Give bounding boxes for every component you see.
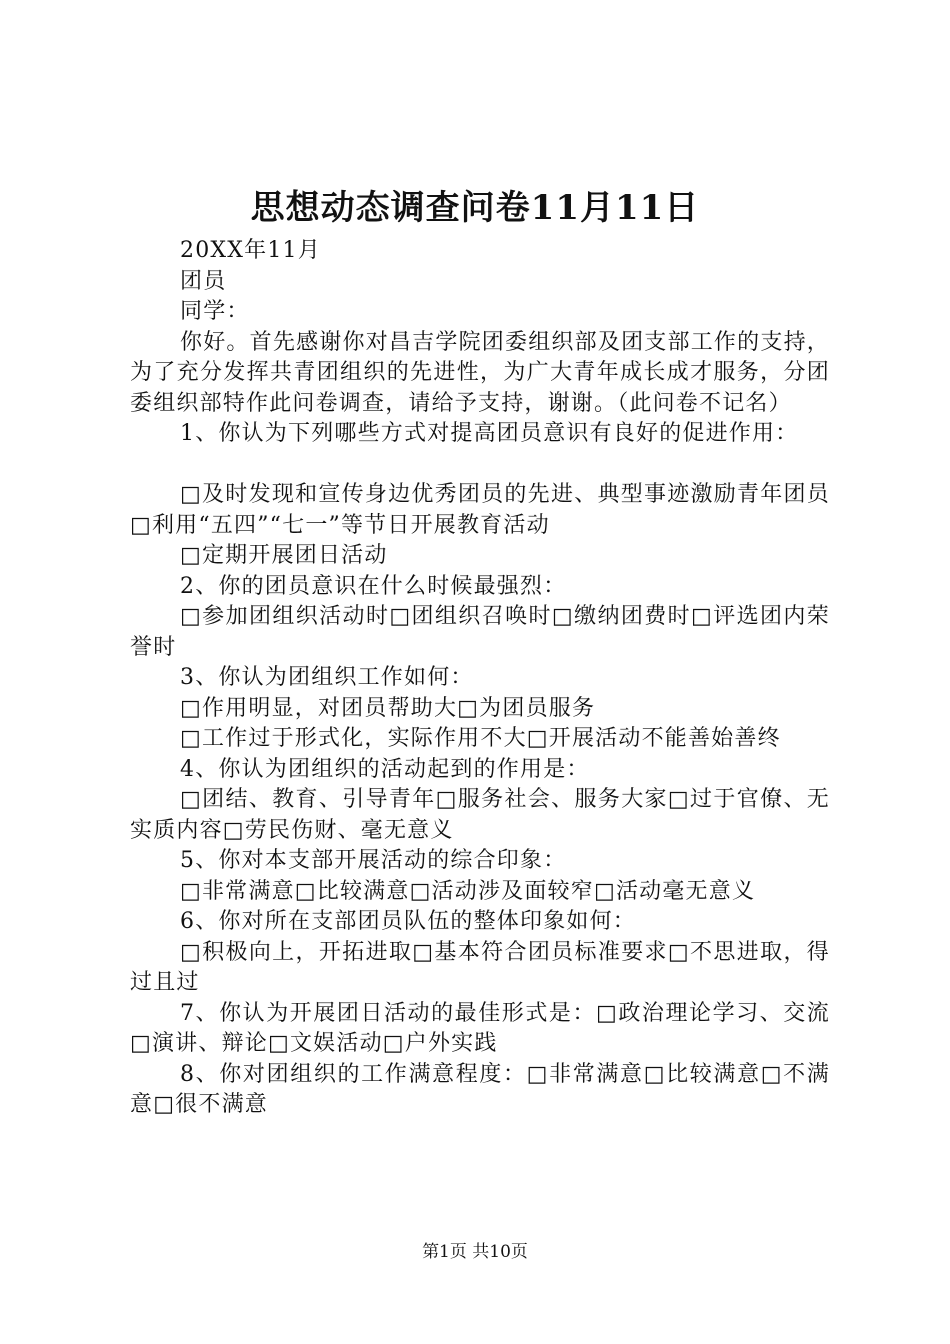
- question-text: 8、你对团组织的工作满意程度：□非常满意□比较满意□不满意□很不满意: [130, 1061, 830, 1117]
- addressee-line: 团员: [180, 268, 227, 294]
- question-option: □工作过于形式化，实际作用不大□开展活动不能善始善终: [180, 726, 781, 751]
- question-text: 3、你认为团组织工作如何：: [180, 665, 474, 690]
- question-option: □非常满意□比较满意□活动涉及面较窄□活动毫无意义: [180, 878, 756, 904]
- question-option: □及时发现和宣传身边优秀团员的先进、典型事迹激励青年团员□利用“五四”“七一”等节日开展教育活动: [130, 482, 830, 538]
- question-option: □团结、教育、引导青年□服务社会、服务大家□过于官僚、无实质内容□劳民伤财、毫无意义: [130, 787, 830, 843]
- question-option: □参加团组织活动时□团组织召唤时□缴纳团费时□评选团内荣誉时: [130, 604, 830, 660]
- addressee-line: 同学：: [180, 299, 250, 324]
- date-line: 20XX年11月: [180, 238, 321, 263]
- document-body: [130, 236, 830, 1121]
- page-title: 思想动态调查问卷11月11日: [250, 188, 700, 228]
- question-text: 5、你对本支部开展活动的综合印象：: [180, 848, 567, 873]
- question-option: □积极向上，开拓进取□基本符合团员标准要求□不思进取，得过且过: [130, 939, 830, 995]
- question-option: □作用明显，对团员帮助大□为团员服务: [180, 695, 596, 721]
- question-text: 6、你对所在支部团员队伍的整体印象如何：: [180, 909, 636, 934]
- page-footer: 第1页 共10页: [422, 1242, 528, 1262]
- question-text: 2、你的团员意识在什么时候最强烈：: [180, 573, 567, 599]
- intro-paragraph: 你好。首先感谢你对昌吉学院团委组织部及团支部工作的支持，为了充分发挥共青团组织的先进性，为广大青年成长成才服务，分团委组织部特作此问卷调查，请给予支持，谢谢。（此问卷不记名）: [130, 329, 830, 416]
- blank-line: [130, 450, 830, 481]
- question-option: □定期开展团日活动: [180, 543, 388, 568]
- question-text: 4、你认为团组织的活动起到的作用是：: [180, 756, 590, 782]
- question-text: 7、你认为开展团日活动的最佳形式是：□政治理论学习、交流□演讲、辩论□文娱活动□户外实践: [130, 1000, 830, 1056]
- question-text: 1、你认为下列哪些方式对提高团员意识有良好的促进作用：: [180, 421, 799, 446]
